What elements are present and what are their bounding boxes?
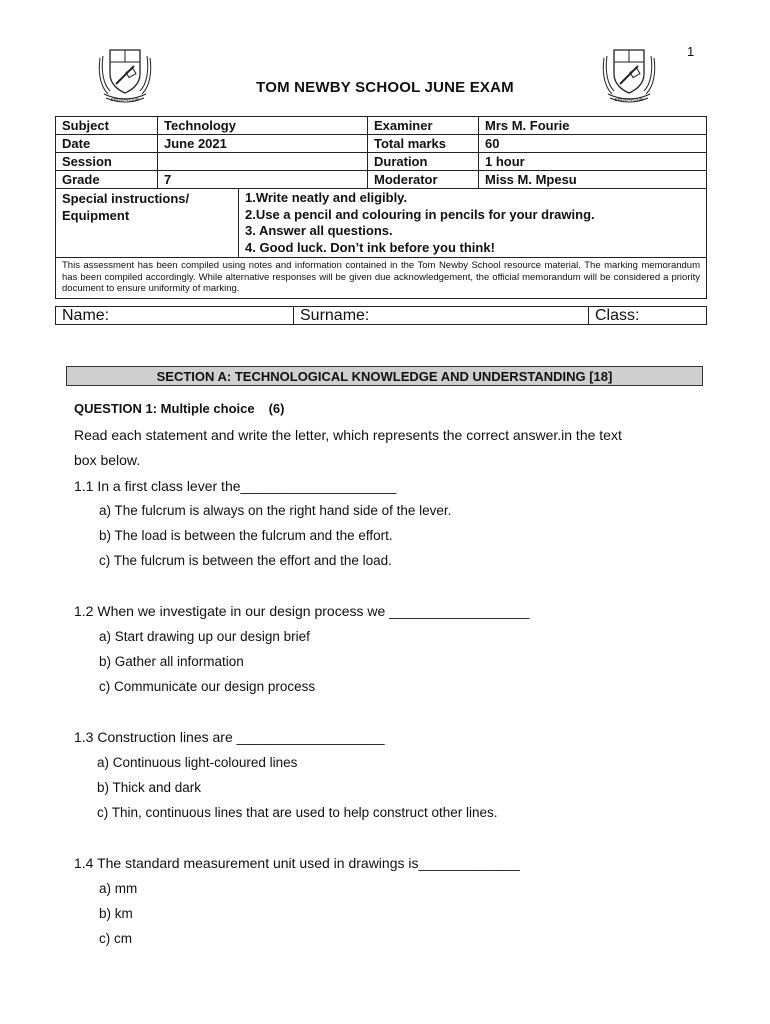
info-label: Grade — [56, 171, 158, 188]
question-marks: (6) — [268, 401, 285, 416]
page-number: 1 — [687, 44, 695, 59]
info-label: Duration — [368, 153, 479, 170]
info-label: Total marks — [368, 135, 479, 152]
answer-option: a) mm — [99, 881, 138, 896]
question-title — [74, 401, 284, 416]
answer-option: a) Start drawing up our design brief — [99, 629, 310, 644]
instruction-line: box below. — [74, 452, 141, 468]
info-value: 1 hour — [485, 154, 525, 169]
info-value: June 2021 — [158, 135, 368, 152]
answer-option: c) The fulcrum is between the effort and the load. — [99, 553, 392, 568]
special-instructions-label — [56, 189, 239, 257]
info-value: Technology — [158, 117, 368, 134]
question-stem: 1.1 In a first class lever the____________________ — [74, 478, 397, 494]
question-stem: 1.3 Construction lines are ___________________ — [74, 729, 385, 745]
question-stem: 1.4 The standard measurement unit used in drawings is_____________ — [74, 855, 520, 871]
section-heading: SECTION A: TECHNOLOGICAL KNOWLEDGE AND UNDERSTANDING [18] — [66, 366, 703, 386]
info-row-grade — [56, 171, 706, 189]
answer-option: a) Continuous light-coloured lines — [97, 755, 298, 770]
info-label: Subject — [56, 117, 158, 134]
answer-option: b) Gather all information — [99, 654, 244, 669]
question-title-text: QUESTION 1: Multiple choice — [74, 401, 255, 416]
instructions-list — [239, 189, 706, 257]
question-instruction — [74, 423, 704, 473]
name-field[interactable]: Name: — [56, 307, 294, 324]
info-value: Mrs M. Fourie — [485, 118, 570, 133]
info-value: Miss M. Mpesu — [485, 172, 577, 187]
instruction-line: Read each statement and write the letter, which represents the correct answer.in the text — [74, 427, 622, 443]
answer-option: c) Thin, continuous lines that are used to help construct other lines. — [97, 805, 498, 820]
student-details-row — [55, 306, 707, 325]
crest-motto: ENDEAVOUR — [614, 97, 644, 102]
answer-option: b) km — [99, 906, 133, 921]
class-field[interactable]: Class: — [595, 307, 640, 324]
special-label-line: Special instructions/ — [62, 191, 190, 206]
question-stem: 1.2 When we investigate in our design process we __________________ — [74, 603, 530, 619]
info-label: Session — [56, 153, 158, 170]
info-label: Moderator — [368, 171, 479, 188]
info-label: Examiner — [368, 117, 479, 134]
info-value: 60 — [485, 136, 500, 151]
exam-title: TOM NEWBY SCHOOL JUNE EXAM — [256, 79, 514, 96]
exam-info-table — [55, 116, 707, 299]
instruction-item: 1.Write neatly and eligibly. — [245, 190, 408, 205]
special-instructions — [56, 189, 706, 258]
instruction-item: 3. Answer all questions. — [245, 223, 393, 238]
answer-option: b) Thick and dark — [97, 780, 202, 795]
info-value — [158, 153, 368, 170]
info-row-date — [56, 135, 706, 153]
info-label: Date — [56, 135, 158, 152]
info-row-subject — [56, 117, 706, 135]
answer-option: a) The fulcrum is always on the right hand side of the lever. — [99, 503, 452, 518]
instruction-item: 2.Use a pencil and colouring in pencils for your drawing. — [245, 206, 595, 222]
instruction-item: 4. Good luck. Don’t ink before you think! — [245, 239, 495, 255]
info-value: 7 — [158, 171, 368, 188]
answer-option: c) Communicate our design process — [99, 679, 316, 694]
surname-field[interactable]: Surname: — [294, 307, 589, 324]
info-row-session — [56, 153, 706, 171]
assessment-note: This assessment has been compiled using notes and information contained in the Tom Newby School resource material. The marking memorandum has been compiled accordingly. While alternative responses will be given due acknowledgement, the official memorandum will be considered a priority document to ensure uniformity of marking. — [62, 260, 700, 294]
crest-motto: ENDEAVOUR — [110, 97, 140, 102]
answer-option: b) The load is between the fulcrum and the effort. — [99, 528, 393, 543]
answer-option: c) cm — [99, 931, 132, 946]
special-label-line: Equipment — [62, 208, 130, 223]
